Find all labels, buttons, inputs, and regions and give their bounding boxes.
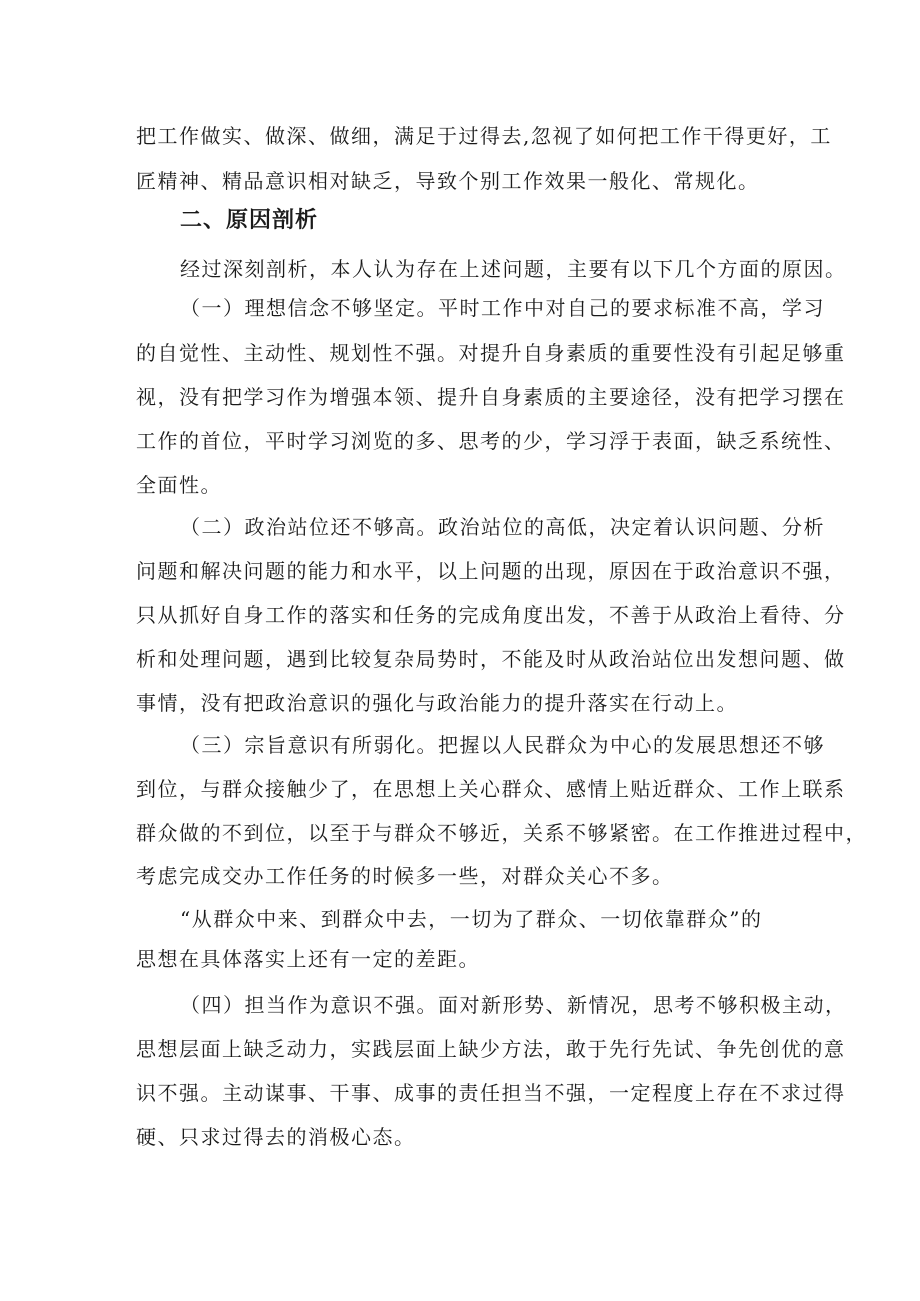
body-line: 硬、只求过得去的消极心态。 xyxy=(136,1125,416,1149)
body-line: （一）理想信念不够坚定。平时工作中对自己的要求标准不高，学习 xyxy=(180,296,825,320)
body-line: （三）宗旨意识有所弱化。把握以人民群众为中心的发展思想还不够 xyxy=(180,733,825,757)
body-line: （二）政治站位还不够高。政治站位的高低，决定着认识问题、分析 xyxy=(180,515,825,539)
body-line: 析和处理问题，遇到比较复杂局势时，不能及时从政治站位出发想问题、做 xyxy=(136,647,846,671)
section-heading: 二、原因剖析 xyxy=(180,208,319,233)
body-line: 思想层面上缺乏动力，实践层面上缺少方法，敢于先行先试、争先创优的意 xyxy=(136,1037,846,1061)
body-line: 把工作做实、做深、做细，满足于过得去,忽视了如何把工作干得更好，工 xyxy=(136,124,832,148)
body-line: 的自觉性、主动性、规划性不强。对提升自身素质的重要性没有引起足够重 xyxy=(136,341,846,365)
body-line: “从群众中来、到群众中去，一切为了群众、一切依靠群众”的 xyxy=(180,907,763,931)
body-line: 全面性。 xyxy=(136,473,222,497)
body-line: 视，没有把学习作为增强本领、提升自身素质的主要途径，没有把学习摆在 xyxy=(136,385,846,409)
body-line: 识不强。主动谋事、干事、成事的责任担当不强，一定程度上存在不求过得 xyxy=(136,1081,846,1105)
body-line: 思想在具体落实上还有一定的差距。 xyxy=(136,947,480,971)
body-line: 问题和解决问题的能力和水平，以上问题的出现，原因在于政治意识不强， xyxy=(136,559,846,583)
body-line: 考虑完成交办工作任务的时候多一些，对群众关心不多。 xyxy=(136,864,674,888)
body-line: （四）担当作为意识不强。面对新形势、新情况，思考不够积极主动， xyxy=(180,993,847,1017)
body-line: 只从抓好自身工作的落实和任务的完成角度出发，不善于从政治上看待、分 xyxy=(136,603,846,627)
body-line: 群众做的不到位，以至于与群众不够近，关系不够紧密。在工作推进过程中， xyxy=(136,821,867,845)
body-line: 工作的首位，平时学习浏览的多、思考的少，学习浮于表面，缺乏系统性、 xyxy=(136,429,846,453)
body-line: 到位，与群众接触少了，在思想上关心群众、感情上贴近群众、工作上联系 xyxy=(136,777,846,801)
body-line: 匠精神、精品意识相对缺乏，导致个别工作效果一般化、常规化。 xyxy=(136,169,760,193)
body-line: 经过深刻剖析，本人认为存在上述问题，主要有以下几个方面的原因。 xyxy=(180,257,847,281)
body-line: 事情，没有把政治意识的强化与政治能力的提升落实在行动上。 xyxy=(136,691,738,715)
